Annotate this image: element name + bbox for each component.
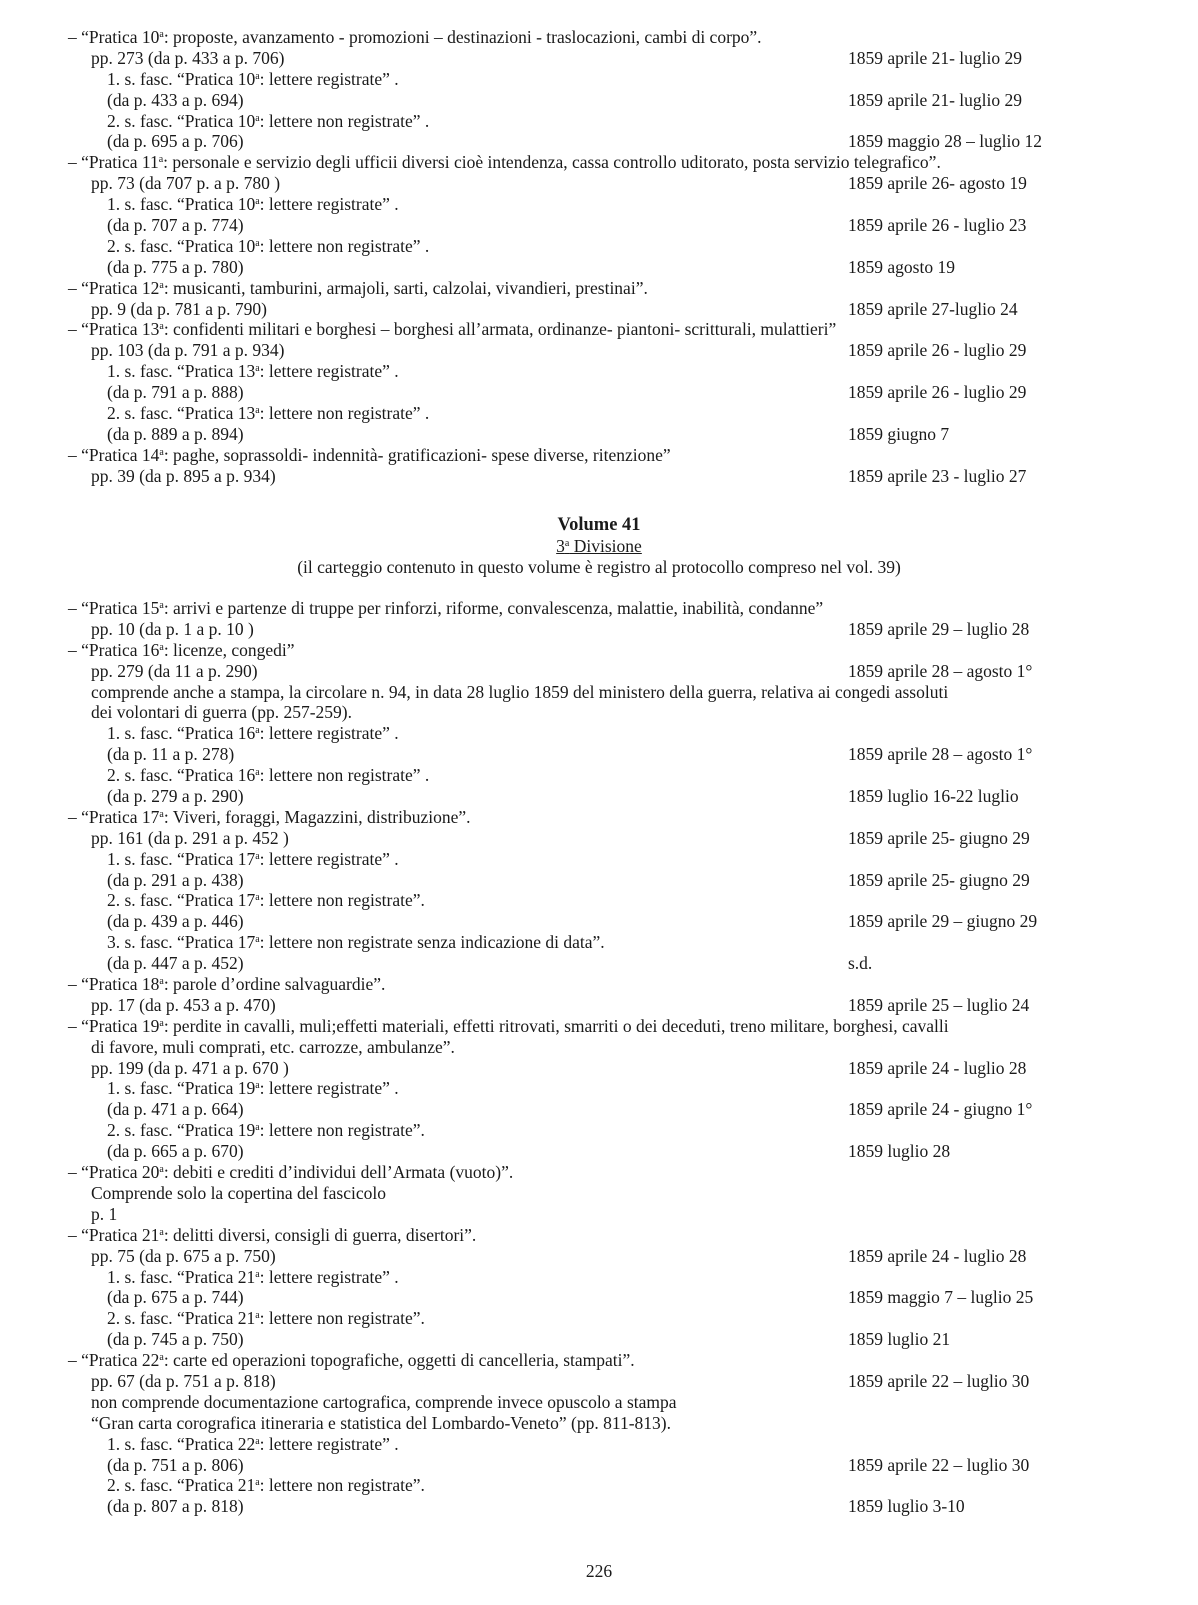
entry-line [68, 257, 1158, 278]
entry-heading [68, 640, 1158, 661]
entry-text: pp. 39 (da p. 895 a p. 934) [91, 465, 276, 486]
entry-text: 1. s. fasc. “Pratica 16$^a$: lettere registrate” . [107, 723, 399, 744]
entry-text: pp. 75 (da p. 675 a p. 750) [91, 1245, 276, 1266]
entry-text: pp. 279 (da 11 a p. 290) [91, 660, 258, 681]
entry-line [68, 1392, 1158, 1413]
entry-text: pp. 161 (da p. 291 a p. 452 ) [91, 827, 289, 848]
entry-heading [68, 598, 1158, 619]
entry-date: 1859 aprile 22 – luglio 30 [848, 1370, 1030, 1391]
entry-line [68, 682, 1158, 703]
division-label: 3$^a$ Divisione [556, 535, 642, 556]
entry-text: – “Pratica 22$^a$: carte ed operazioni topografiche, oggetti di cancelleria, stampati”. [68, 1350, 635, 1371]
entry-text: – “Pratica 16$^a$: licenze, congedi” [68, 639, 295, 660]
entry-text: – “Pratica 11$^a$: personale e servizio degli ufficii diversi cioè intendenza, cassa controllo uditorato, posta servizio telegrafico”. [68, 152, 941, 173]
entry-text: (da p. 11 a p. 278) [107, 744, 235, 765]
entry-text: di favore, muli comprati, etc. carrozze, ambulanze”. [91, 1036, 455, 1057]
entry-text: 2. s. fasc. “Pratica 13$^a$: lettere non registrate” . [107, 403, 430, 424]
entry-line [68, 890, 1158, 911]
entry-text: (da p. 707 a p. 774) [107, 215, 244, 236]
entry-text: pp. 10 (da p. 1 a p. 10 ) [91, 618, 254, 639]
entry-heading [68, 445, 1158, 466]
entry-text: 1. s. fasc. “Pratica 17$^a$: lettere registrate” . [107, 848, 399, 869]
entry-date: 1859 aprile 27-luglio 24 [848, 298, 1018, 319]
entry-date: 1859 aprile 26- agosto 19 [848, 173, 1027, 194]
entry-date: 1859 aprile 29 – giugno 29 [848, 911, 1038, 932]
entry-date: 1859 aprile 26 - luglio 29 [848, 382, 1027, 403]
entry-text: 2. s. fasc. “Pratica 19$^a$: lettere non registrate”. [107, 1120, 425, 1141]
entry-date: 1859 aprile 25 – luglio 24 [848, 994, 1030, 1015]
entry-text: pp. 273 (da p. 433 a p. 706) [91, 47, 285, 68]
entry-date: 1859 aprile 24 - giugno 1° [848, 1099, 1033, 1120]
entry-line [68, 111, 1158, 132]
entry-line [68, 1078, 1158, 1099]
entry-heading [68, 807, 1158, 828]
entry-text: (da p. 775 a p. 780) [107, 256, 244, 277]
entry-line [68, 953, 1158, 974]
entry-line [68, 299, 1158, 320]
entry-text: (da p. 807 a p. 818) [107, 1496, 244, 1517]
entry-line [68, 424, 1158, 445]
entry-line [68, 828, 1158, 849]
entry-text: (da p. 433 a p. 694) [107, 89, 244, 110]
entry-text: Comprende solo la copertina del fascicolo [91, 1182, 386, 1203]
entry-text: 1. s. fasc. “Pratica 13$^a$: lettere registrate” . [107, 361, 399, 382]
entry-heading [68, 278, 1158, 299]
entry-date: 1859 aprile 25- giugno 29 [848, 869, 1030, 890]
entry-line [68, 911, 1158, 932]
entry-text: (da p. 889 a p. 894) [107, 423, 244, 444]
entry-text: 1. s. fasc. “Pratica 22$^a$: lettere registrate” . [107, 1433, 399, 1454]
entry-line [68, 702, 1158, 723]
entry-line [68, 1496, 1158, 1517]
entry-date: 1859 aprile 21- luglio 29 [848, 47, 1023, 68]
entry-date: 1859 aprile 22 – luglio 30 [848, 1454, 1030, 1475]
entry-date: 1859 aprile 25- giugno 29 [848, 827, 1030, 848]
entry-date: 1859 aprile 24 - luglio 28 [848, 1057, 1027, 1078]
entry-text: (da p. 791 a p. 888) [107, 382, 244, 403]
entry-heading [68, 319, 1158, 340]
entry-line [68, 1455, 1158, 1476]
entry-line [68, 466, 1158, 487]
entry-line [68, 786, 1158, 807]
entry-text: (da p. 665 a p. 670) [107, 1141, 244, 1162]
entry-text: – “Pratica 10$^a$: proposte, avanzamento - promozioni – destinazioni - traslocazioni, cambi di corpo”. [68, 27, 762, 47]
entry-line [68, 1120, 1158, 1141]
entry-text: “Gran carta corografica itineraria e statistica del Lombardo-Veneto” (pp. 811-813). [91, 1412, 671, 1433]
entry-text: – “Pratica 12$^a$: musicanti, tamburini, armajoli, sarti, calzolai, vivandieri, prestinai”. [68, 277, 648, 298]
entry-line [68, 1371, 1158, 1392]
entry-date: 1859 luglio 3-10 [848, 1496, 965, 1517]
entry-date: 1859 luglio 16-22 luglio [848, 786, 1019, 807]
entry-heading [68, 152, 1158, 173]
entry-heading [68, 1350, 1158, 1371]
volume-title: Volume 41 [557, 515, 641, 535]
entry-date: 1859 aprile 28 – agosto 1° [848, 744, 1033, 765]
entry-text: (da p. 675 a p. 744) [107, 1287, 244, 1308]
entry-text: pp. 9 (da p. 781 a p. 790) [91, 298, 267, 319]
entry-text: 1. s. fasc. “Pratica 10$^a$: lettere registrate” . [107, 194, 399, 215]
entry-line [68, 382, 1158, 403]
entry-text: – “Pratica 18$^a$: parole d’ordine salvaguardie”. [68, 974, 386, 995]
entry-text: (da p. 291 a p. 438) [107, 869, 244, 890]
entry-line [68, 1099, 1158, 1120]
entry-date: 1859 luglio 21 [848, 1329, 951, 1350]
entry-line [68, 69, 1158, 90]
entry-text: pp. 73 (da 707 p. a p. 780 ) [91, 173, 281, 194]
entry-text: pp. 67 (da p. 751 a p. 818) [91, 1370, 276, 1391]
entry-text: dei volontari di guerra (pp. 257-259). [91, 702, 352, 723]
entry-line [68, 723, 1158, 744]
entry-line [68, 995, 1158, 1016]
entry-text: comprende anche a stampa, la circolare n. 94, in data 28 luglio 1859 del ministero della guerra, relativa ai congedi assoluti [91, 681, 949, 702]
entry-line [68, 1308, 1158, 1329]
volume-note: (il carteggio contenuto in questo volume è registro al protocollo compreso nel vol. 39) [297, 556, 901, 577]
entry-line [68, 870, 1158, 891]
entry-text: p. 1 [91, 1203, 118, 1224]
volume-40-entries [68, 27, 1158, 487]
entry-text: (da p. 447 a p. 452) [107, 953, 244, 974]
volume-41-entries [68, 598, 1158, 1517]
entry-line [68, 90, 1158, 111]
entry-line [68, 1204, 1158, 1225]
entry-line [68, 173, 1158, 194]
entry-date: 1859 aprile 24 - luglio 28 [848, 1245, 1027, 1266]
entry-date: 1859 maggio 28 – luglio 12 [848, 131, 1042, 152]
entry-text: 2. s. fasc. “Pratica 21$^a$: lettere non registrate”. [107, 1308, 425, 1329]
entry-text: 2. s. fasc. “Pratica 10$^a$: lettere non registrate” . [107, 235, 430, 256]
entry-date: 1859 agosto 19 [848, 256, 955, 277]
entry-line [68, 744, 1158, 765]
entry-date: 1859 aprile 26 - luglio 23 [848, 215, 1027, 236]
entry-text: 2. s. fasc. “Pratica 10$^a$: lettere non registrate” . [107, 110, 430, 131]
entry-line [68, 131, 1158, 152]
entry-text: (da p. 471 a p. 664) [107, 1099, 244, 1120]
entry-heading [68, 27, 1158, 48]
entry-line [68, 1329, 1158, 1350]
entry-text: – “Pratica 19$^a$: perdite in cavalli, muli;effetti materiali, effetti ritrovati, smarriti o dei deceduti, treno militare, borghesi, cavalli [68, 1015, 949, 1036]
entry-line [68, 1246, 1158, 1267]
entry-line [68, 1058, 1158, 1079]
entry-line [68, 340, 1158, 361]
page-number: 226 [585, 1561, 613, 1581]
entry-text: (da p. 751 a p. 806) [107, 1454, 244, 1475]
entry-text: – “Pratica 15$^a$: arrivi e partenze di truppe per rinforzi, riforme, convalescenza, malattie, inabilità, condanne” [68, 598, 824, 618]
entry-line [68, 215, 1158, 236]
entry-line [68, 1413, 1158, 1434]
entry-line [68, 1141, 1158, 1162]
entry-line [68, 1475, 1158, 1496]
entry-line [68, 236, 1158, 257]
entry-text: 3. s. fasc. “Pratica 17$^a$: lettere non registrate senza indicazione di data”. [107, 932, 605, 953]
volume-heading [0, 515, 1198, 578]
entry-date: 1859 aprile 21- luglio 29 [848, 89, 1023, 110]
entry-text: pp. 199 (da p. 471 a p. 670 ) [91, 1057, 289, 1078]
entry-text: 1. s. fasc. “Pratica 19$^a$: lettere registrate” . [107, 1078, 399, 1099]
entry-text: 2. s. fasc. “Pratica 21$^a$: lettere non registrate”. [107, 1475, 425, 1496]
entry-text: – “Pratica 20$^a$: debiti e crediti d’individui dell’Armata (vuoto)”. [68, 1162, 514, 1183]
entry-text: – “Pratica 21$^a$: delitti diversi, consigli di guerra, disertori”. [68, 1224, 477, 1245]
entry-date: s.d. [848, 953, 873, 974]
entry-date: 1859 aprile 26 - luglio 29 [848, 340, 1027, 361]
entry-heading [68, 974, 1158, 995]
entry-date: 1859 luglio 28 [848, 1141, 951, 1162]
entry-line [68, 403, 1158, 424]
entry-line [68, 361, 1158, 382]
entry-text: – “Pratica 13$^a$: confidenti militari e borghesi – borghesi all’armata, ordinanze- piantoni- scritturali, mulattieri” [68, 319, 837, 340]
entry-date: 1859 maggio 7 – luglio 25 [848, 1287, 1034, 1308]
entry-line [68, 48, 1158, 69]
entry-line [68, 1267, 1158, 1288]
entry-line [68, 661, 1158, 682]
entry-text: pp. 17 (da p. 453 a p. 470) [91, 994, 276, 1015]
entry-date: 1859 aprile 29 – luglio 28 [848, 618, 1030, 639]
entry-line [68, 194, 1158, 215]
entry-text: (da p. 439 a p. 446) [107, 911, 244, 932]
entry-date: 1859 aprile 28 – agosto 1° [848, 660, 1033, 681]
entry-text: (da p. 279 a p. 290) [107, 786, 244, 807]
entry-line [68, 1183, 1158, 1204]
entry-line [68, 1287, 1158, 1308]
entry-line [68, 1434, 1158, 1455]
entry-text: 1. s. fasc. “Pratica 21$^a$: lettere registrate” . [107, 1266, 399, 1287]
entry-line [68, 849, 1158, 870]
entry-text: 2. s. fasc. “Pratica 16$^a$: lettere non registrate” . [107, 765, 430, 786]
entry-text: 2. s. fasc. “Pratica 17$^a$: lettere non registrate”. [107, 890, 425, 911]
entry-date: 1859 aprile 23 - luglio 27 [848, 465, 1027, 486]
entry-text: pp. 103 (da p. 791 a p. 934) [91, 340, 285, 361]
entry-line [68, 932, 1158, 953]
entry-heading [68, 1162, 1158, 1183]
entry-text: 1. s. fasc. “Pratica 10$^a$: lettere registrate” . [107, 68, 399, 89]
entry-text: (da p. 745 a p. 750) [107, 1329, 244, 1350]
entry-heading [68, 1225, 1158, 1246]
entry-text: – “Pratica 17$^a$: Viveri, foraggi, Magazzini, distribuzione”. [68, 806, 471, 827]
entry-text: non comprende documentazione cartografica, comprende invece opuscolo a stampa [91, 1391, 677, 1412]
entry-text: (da p. 695 a p. 706) [107, 131, 244, 152]
entry-line [68, 1037, 1158, 1058]
entry-line [68, 765, 1158, 786]
entry-heading [68, 1016, 1158, 1037]
entry-line [68, 619, 1158, 640]
entry-date: 1859 giugno 7 [848, 423, 950, 444]
entry-text: – “Pratica 14$^a$: paghe, soprassoldi- indennità- gratificazioni- spese diverse, ritenzione” [68, 444, 671, 465]
